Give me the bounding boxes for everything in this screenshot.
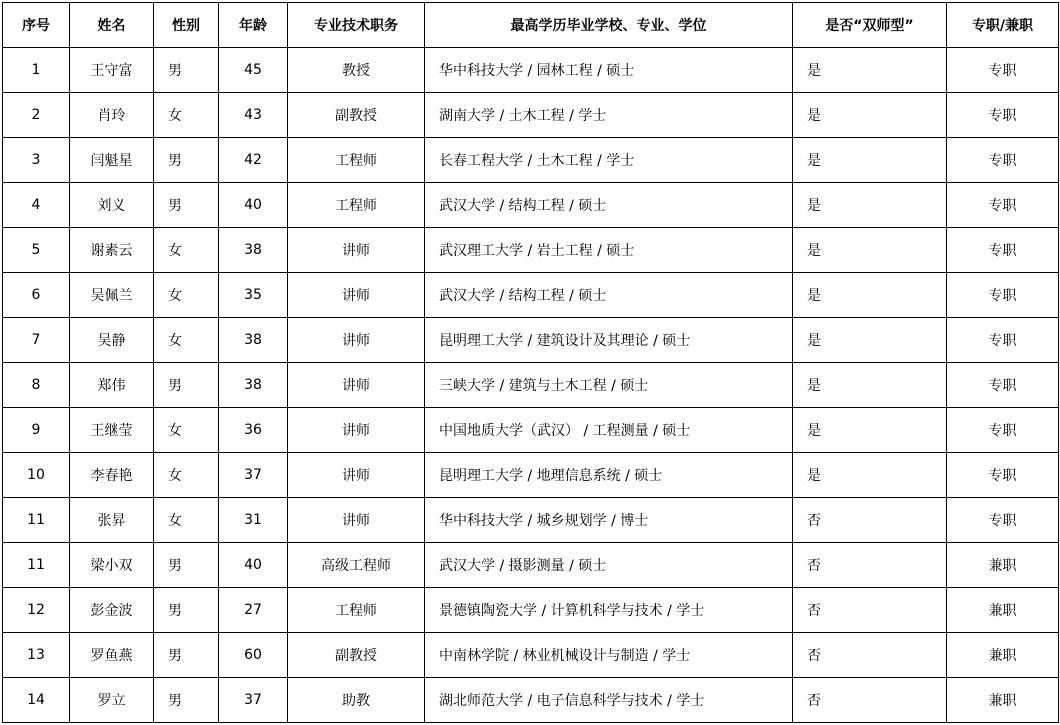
cell-index: 6 bbox=[3, 273, 70, 318]
cell-name: 张昇 bbox=[70, 498, 154, 543]
cell-index: 9 bbox=[3, 408, 70, 453]
cell-type: 专职 bbox=[947, 498, 1059, 543]
cell-age: 42 bbox=[219, 138, 288, 183]
cell-index: 14 bbox=[3, 678, 70, 723]
cell-age: 27 bbox=[219, 588, 288, 633]
cell-dual: 是 bbox=[793, 363, 947, 408]
cell-gender: 女 bbox=[154, 453, 219, 498]
cell-age: 40 bbox=[219, 183, 288, 228]
cell-title: 讲师 bbox=[288, 453, 425, 498]
cell-title: 副教授 bbox=[288, 93, 425, 138]
cell-name: 肖玲 bbox=[70, 93, 154, 138]
cell-title: 助教 bbox=[288, 678, 425, 723]
table-row bbox=[3, 588, 1059, 633]
cell-index: 10 bbox=[3, 453, 70, 498]
header-dual: 是否“双师型” bbox=[793, 3, 947, 48]
cell-type: 专职 bbox=[947, 48, 1059, 93]
cell-type: 专职 bbox=[947, 228, 1059, 273]
cell-type: 兼职 bbox=[947, 633, 1059, 678]
cell-name: 罗立 bbox=[70, 678, 154, 723]
header-row bbox=[3, 3, 1059, 48]
cell-gender: 女 bbox=[154, 318, 219, 363]
cell-index: 4 bbox=[3, 183, 70, 228]
cell-index: 12 bbox=[3, 588, 70, 633]
cell-education: 华中科技大学 / 城乡规划学 / 博士 bbox=[425, 498, 793, 543]
cell-age: 38 bbox=[219, 363, 288, 408]
cell-title: 工程师 bbox=[288, 183, 425, 228]
cell-title: 副教授 bbox=[288, 633, 425, 678]
cell-dual: 是 bbox=[793, 273, 947, 318]
cell-name: 吴静 bbox=[70, 318, 154, 363]
faculty-table bbox=[2, 2, 1059, 723]
cell-dual: 是 bbox=[793, 93, 947, 138]
cell-title: 教授 bbox=[288, 48, 425, 93]
cell-dual: 否 bbox=[793, 633, 947, 678]
cell-name: 梁小双 bbox=[70, 543, 154, 588]
cell-education: 三峡大学 / 建筑与土木工程 / 硕士 bbox=[425, 363, 793, 408]
cell-title: 讲师 bbox=[288, 273, 425, 318]
cell-dual: 是 bbox=[793, 318, 947, 363]
cell-name: 王继莹 bbox=[70, 408, 154, 453]
cell-education: 中南林学院 / 林业机械设计与制造 / 学士 bbox=[425, 633, 793, 678]
cell-name: 闫魁星 bbox=[70, 138, 154, 183]
cell-gender: 女 bbox=[154, 498, 219, 543]
cell-dual: 否 bbox=[793, 543, 947, 588]
cell-index: 13 bbox=[3, 633, 70, 678]
cell-title: 工程师 bbox=[288, 588, 425, 633]
header-title: 专业技术职务 bbox=[288, 3, 425, 48]
cell-gender: 女 bbox=[154, 228, 219, 273]
cell-title: 讲师 bbox=[288, 498, 425, 543]
table-row bbox=[3, 633, 1059, 678]
cell-dual: 是 bbox=[793, 183, 947, 228]
cell-dual: 是 bbox=[793, 138, 947, 183]
cell-gender: 男 bbox=[154, 633, 219, 678]
header-education: 最高学历毕业学校、专业、学位 bbox=[425, 3, 793, 48]
cell-name: 郑伟 bbox=[70, 363, 154, 408]
cell-title: 讲师 bbox=[288, 408, 425, 453]
cell-gender: 女 bbox=[154, 273, 219, 318]
cell-age: 37 bbox=[219, 678, 288, 723]
cell-title: 讲师 bbox=[288, 363, 425, 408]
cell-index: 1 bbox=[3, 48, 70, 93]
cell-age: 31 bbox=[219, 498, 288, 543]
cell-name: 谢素云 bbox=[70, 228, 154, 273]
cell-education: 昆明理工大学 / 建筑设计及其理论 / 硕士 bbox=[425, 318, 793, 363]
cell-type: 专职 bbox=[947, 183, 1059, 228]
table-row bbox=[3, 228, 1059, 273]
cell-education: 武汉理工大学 / 岩土工程 / 硕士 bbox=[425, 228, 793, 273]
cell-name: 吴佩兰 bbox=[70, 273, 154, 318]
cell-dual: 否 bbox=[793, 588, 947, 633]
cell-dual: 是 bbox=[793, 228, 947, 273]
cell-type: 兼职 bbox=[947, 678, 1059, 723]
header-gender: 性别 bbox=[154, 3, 219, 48]
cell-gender: 男 bbox=[154, 48, 219, 93]
cell-index: 11 bbox=[3, 543, 70, 588]
cell-index: 7 bbox=[3, 318, 70, 363]
cell-gender: 男 bbox=[154, 138, 219, 183]
cell-age: 36 bbox=[219, 408, 288, 453]
cell-education: 华中科技大学 / 园林工程 / 硕士 bbox=[425, 48, 793, 93]
cell-education: 中国地质大学（武汉） / 工程测量 / 硕士 bbox=[425, 408, 793, 453]
cell-education: 武汉大学 / 摄影测量 / 硕士 bbox=[425, 543, 793, 588]
cell-gender: 男 bbox=[154, 183, 219, 228]
cell-title: 讲师 bbox=[288, 228, 425, 273]
cell-type: 兼职 bbox=[947, 543, 1059, 588]
cell-index: 11 bbox=[3, 498, 70, 543]
cell-gender: 男 bbox=[154, 588, 219, 633]
cell-index: 2 bbox=[3, 93, 70, 138]
table-row bbox=[3, 48, 1059, 93]
cell-type: 专职 bbox=[947, 93, 1059, 138]
cell-gender: 女 bbox=[154, 408, 219, 453]
cell-education: 湖北师范大学 / 电子信息科学与技术 / 学士 bbox=[425, 678, 793, 723]
cell-age: 38 bbox=[219, 318, 288, 363]
cell-type: 专职 bbox=[947, 453, 1059, 498]
cell-index: 5 bbox=[3, 228, 70, 273]
cell-index: 3 bbox=[3, 138, 70, 183]
cell-dual: 是 bbox=[793, 453, 947, 498]
table-row bbox=[3, 543, 1059, 588]
cell-title: 讲师 bbox=[288, 318, 425, 363]
cell-title: 工程师 bbox=[288, 138, 425, 183]
cell-gender: 女 bbox=[154, 93, 219, 138]
table-row bbox=[3, 678, 1059, 723]
cell-education: 武汉大学 / 结构工程 / 硕士 bbox=[425, 273, 793, 318]
cell-name: 李春艳 bbox=[70, 453, 154, 498]
cell-gender: 男 bbox=[154, 543, 219, 588]
cell-education: 长春工程大学 / 土木工程 / 学士 bbox=[425, 138, 793, 183]
cell-age: 43 bbox=[219, 93, 288, 138]
table-row bbox=[3, 363, 1059, 408]
table-row bbox=[3, 138, 1059, 183]
table-row bbox=[3, 183, 1059, 228]
cell-education: 湖南大学 / 土木工程 / 学士 bbox=[425, 93, 793, 138]
header-age: 年龄 bbox=[219, 3, 288, 48]
cell-name: 彭金波 bbox=[70, 588, 154, 633]
cell-name: 罗鱼燕 bbox=[70, 633, 154, 678]
cell-education: 昆明理工大学 / 地理信息系统 / 硕士 bbox=[425, 453, 793, 498]
cell-type: 专职 bbox=[947, 408, 1059, 453]
table-row bbox=[3, 318, 1059, 363]
header-name: 姓名 bbox=[70, 3, 154, 48]
cell-education: 武汉大学 / 结构工程 / 硕士 bbox=[425, 183, 793, 228]
cell-index: 8 bbox=[3, 363, 70, 408]
cell-title: 高级工程师 bbox=[288, 543, 425, 588]
cell-type: 专职 bbox=[947, 273, 1059, 318]
header-index: 序号 bbox=[3, 3, 70, 48]
table-row bbox=[3, 408, 1059, 453]
cell-name: 刘义 bbox=[70, 183, 154, 228]
table-row bbox=[3, 273, 1059, 318]
cell-age: 35 bbox=[219, 273, 288, 318]
cell-type: 专职 bbox=[947, 363, 1059, 408]
cell-dual: 否 bbox=[793, 678, 947, 723]
cell-dual: 否 bbox=[793, 498, 947, 543]
table-row bbox=[3, 498, 1059, 543]
header-type: 专职/兼职 bbox=[947, 3, 1059, 48]
cell-age: 45 bbox=[219, 48, 288, 93]
cell-dual: 是 bbox=[793, 408, 947, 453]
cell-age: 40 bbox=[219, 543, 288, 588]
cell-gender: 男 bbox=[154, 363, 219, 408]
cell-education: 景德镇陶瓷大学 / 计算机科学与技术 / 学士 bbox=[425, 588, 793, 633]
cell-age: 38 bbox=[219, 228, 288, 273]
cell-dual: 是 bbox=[793, 48, 947, 93]
table-row bbox=[3, 93, 1059, 138]
cell-type: 专职 bbox=[947, 138, 1059, 183]
cell-name: 王守富 bbox=[70, 48, 154, 93]
cell-gender: 男 bbox=[154, 678, 219, 723]
cell-age: 37 bbox=[219, 453, 288, 498]
table-row bbox=[3, 453, 1059, 498]
cell-type: 兼职 bbox=[947, 588, 1059, 633]
cell-age: 60 bbox=[219, 633, 288, 678]
cell-type: 专职 bbox=[947, 318, 1059, 363]
